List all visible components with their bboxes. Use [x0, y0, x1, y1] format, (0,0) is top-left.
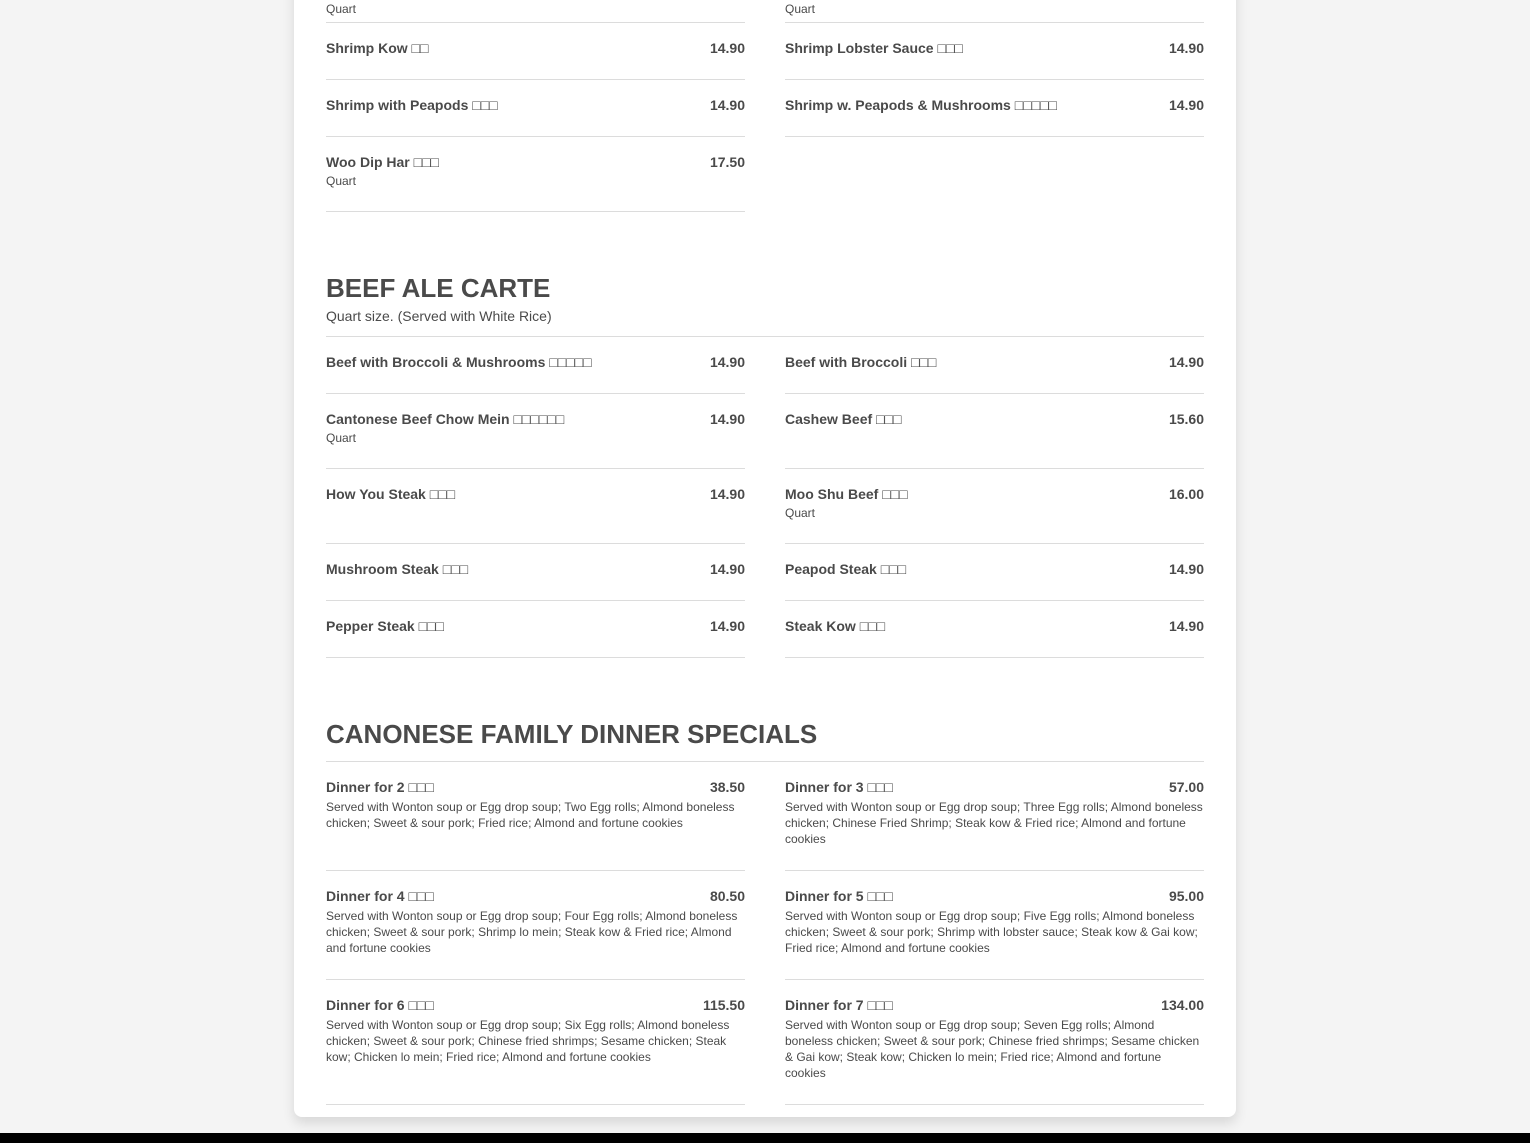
- item-name: Shrimp w. Peapods & Mushrooms □□□□□: [785, 97, 1058, 113]
- item-header: [326, 354, 745, 370]
- item-header: [326, 618, 745, 634]
- item-name: Moo Shu Beef □□□: [785, 486, 908, 502]
- section-title: BEEF ALE CARTE: [326, 273, 551, 303]
- item-price: 17.50: [709, 154, 745, 170]
- menu-item[interactable]: [785, 544, 1204, 601]
- menu-item[interactable]: [785, 23, 1204, 80]
- item-description: Quart: [326, 431, 357, 445]
- partial-item-right: [785, 0, 1204, 23]
- item-description: Quart: [326, 174, 357, 188]
- item-price: 14.90: [1168, 561, 1204, 577]
- menu-item[interactable]: [785, 871, 1204, 980]
- item-price: 14.90: [709, 97, 745, 113]
- menu-item[interactable]: [785, 337, 1204, 394]
- item-name: Dinner for 3 □□□: [785, 779, 893, 795]
- menu-item[interactable]: [326, 469, 745, 544]
- menu-item[interactable]: [326, 544, 745, 601]
- partial-item-left: [326, 0, 745, 23]
- item-price: 134.00: [1161, 997, 1204, 1013]
- item-name: Dinner for 7 □□□: [785, 997, 893, 1013]
- item-name: Beef with Broccoli □□□: [785, 354, 937, 370]
- partial-row: [326, 0, 1204, 23]
- item-header: [326, 997, 745, 1013]
- item-header: [785, 354, 1204, 370]
- shrimp-items-grid: [326, 23, 1204, 212]
- menu-item[interactable]: [326, 80, 745, 137]
- item-header: [785, 486, 1204, 502]
- item-price: 80.50: [709, 888, 745, 904]
- item-price: 14.90: [709, 561, 745, 577]
- item-price: 115.50: [702, 997, 745, 1013]
- menu-item[interactable]: [326, 980, 745, 1105]
- item-description: Served with Wonton soup or Egg drop soup; Six Egg rolls; Almond boneless chicken; Sweet & sour pork; Chinese fried shrimps; Sesame chicken; Steak kow; Chicken lo mein; Fried rice; Almond and fortune cookies: [326, 1018, 730, 1064]
- item-header: [326, 561, 745, 577]
- item-price: 14.90: [1168, 97, 1204, 113]
- item-description: Quart: [326, 2, 357, 16]
- item-description: Served with Wonton soup or Egg drop soup; Five Egg rolls; Almond boneless chicken; Sweet & sour pork; Shrimp with lobster sauce; Steak kow & Gai kow; Fried rice; Almond and fortune cookies: [785, 909, 1198, 955]
- menu-item[interactable]: [326, 601, 745, 658]
- item-price: 15.60: [1168, 411, 1204, 427]
- item-name: Dinner for 5 □□□: [785, 888, 893, 904]
- item-name: Peapod Steak □□□: [785, 561, 907, 577]
- item-header: [785, 40, 1204, 56]
- item-name: Shrimp Kow □□: [326, 40, 429, 56]
- item-header: [326, 779, 745, 795]
- item-price: 14.90: [1168, 40, 1204, 56]
- item-price: 14.90: [709, 40, 745, 56]
- item-price: 14.90: [709, 618, 745, 634]
- menu-section: [326, 719, 1204, 1105]
- item-description: Served with Wonton soup or Egg drop soup; Four Egg rolls; Almond boneless chicken; Sweet & sour pork; Shrimp lo mein; Steak kow & Fried rice; Almond and fortune cookies: [326, 909, 738, 955]
- item-header: [785, 888, 1204, 904]
- item-name: Beef with Broccoli & Mushrooms □□□□□: [326, 354, 592, 370]
- menu-item[interactable]: [326, 23, 745, 80]
- menu-item[interactable]: [785, 980, 1204, 1105]
- item-header: [785, 997, 1204, 1013]
- item-price: 57.00: [1168, 779, 1204, 795]
- item-name: Steak Kow □□□: [785, 618, 886, 634]
- menu-section: [326, 273, 1204, 658]
- menu-item[interactable]: [326, 762, 745, 871]
- menu-item[interactable]: [785, 601, 1204, 658]
- section-title: CANONESE FAMILY DINNER SPECIALS: [326, 719, 818, 749]
- divider: [785, 22, 1204, 23]
- item-price: 95.00: [1168, 888, 1204, 904]
- divider: [326, 22, 745, 23]
- item-description: Served with Wonton soup or Egg drop soup; Three Egg rolls; Almond boneless chicken; Chinese Fried Shrimp; Steak kow & Fried rice; Almond and fortune cookies: [785, 800, 1203, 846]
- item-name: Cantonese Beef Chow Mein □□□□□□: [326, 411, 565, 427]
- item-header: [785, 618, 1204, 634]
- item-header: [785, 97, 1204, 113]
- section-items-grid: [326, 337, 1204, 658]
- item-price: 14.90: [709, 354, 745, 370]
- item-name: Dinner for 4 □□□: [326, 888, 434, 904]
- item-price: 16.00: [1168, 486, 1204, 502]
- item-header: [326, 154, 745, 170]
- menu-item[interactable]: [785, 80, 1204, 137]
- item-header: [326, 97, 745, 113]
- menu-item[interactable]: [785, 394, 1204, 469]
- menu-item[interactable]: [785, 469, 1204, 544]
- bottom-bar: [0, 1133, 1530, 1143]
- item-description: Quart: [785, 2, 816, 16]
- item-price: 38.50: [709, 779, 745, 795]
- item-name: Shrimp with Peapods □□□: [326, 97, 498, 113]
- section-items-grid: [326, 762, 1204, 1105]
- menu-item[interactable]: [326, 871, 745, 980]
- item-header: [326, 486, 745, 502]
- item-name: Woo Dip Har □□□: [326, 154, 439, 170]
- menu-item[interactable]: [785, 762, 1204, 871]
- item-description: Served with Wonton soup or Egg drop soup; Two Egg rolls; Almond boneless chicken; Sweet & sour pork; Fried rice; Almond and fortune cookies: [326, 800, 735, 830]
- menu-item[interactable]: [326, 337, 745, 394]
- menu-item[interactable]: [326, 137, 745, 212]
- item-description: Served with Wonton soup or Egg drop soup; Seven Egg rolls; Almond boneless chicken; Sweet & sour pork; Chinese fried shrimps; Sesame chicken & Gai kow; Steak kow; Chicken lo mein; Fried rice; Almond and fortune cookies: [785, 1018, 1200, 1080]
- item-price: 14.90: [1168, 618, 1204, 634]
- item-name: Dinner for 2 □□□: [326, 779, 434, 795]
- item-name: How You Steak □□□: [326, 486, 456, 502]
- item-name: Dinner for 6 □□□: [326, 997, 434, 1013]
- item-price: 14.90: [1168, 354, 1204, 370]
- item-header: [326, 888, 745, 904]
- item-header: [785, 411, 1204, 427]
- menu-sections: [326, 273, 1204, 1105]
- menu-card: [294, 0, 1236, 1117]
- item-header: [326, 411, 745, 427]
- item-price: 14.90: [709, 411, 745, 427]
- menu-item[interactable]: [326, 394, 745, 469]
- item-price: 14.90: [709, 486, 745, 502]
- item-name: Mushroom Steak □□□: [326, 561, 469, 577]
- section-subtitle: Quart size. (Served with White Rice): [326, 308, 552, 324]
- item-header: [326, 40, 745, 56]
- item-name: Pepper Steak □□□: [326, 618, 444, 634]
- item-name: Cashew Beef □□□: [785, 411, 902, 427]
- item-header: [785, 779, 1204, 795]
- item-name: Shrimp Lobster Sauce □□□: [785, 40, 963, 56]
- item-header: [785, 561, 1204, 577]
- item-description: Quart: [785, 506, 816, 520]
- menu-content: [326, 0, 1204, 1105]
